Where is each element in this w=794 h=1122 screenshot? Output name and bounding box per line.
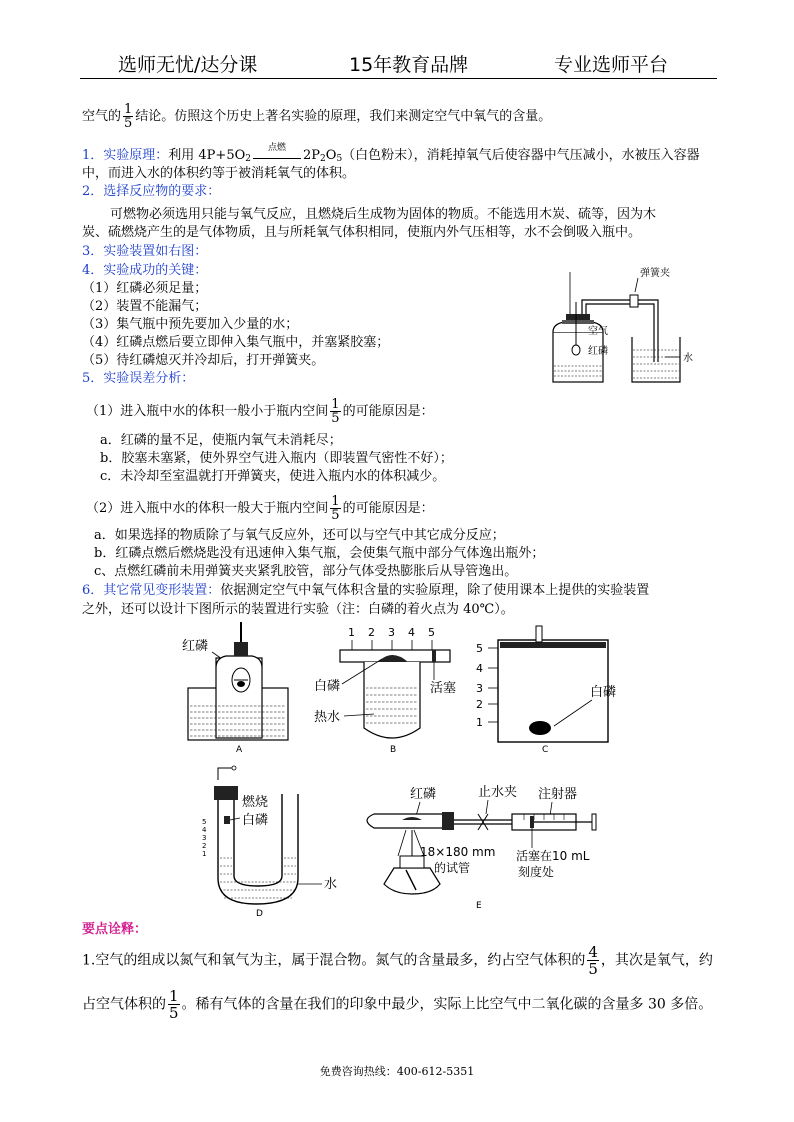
clip-label: 弹簧夹	[640, 268, 670, 279]
main-apparatus-figure	[540, 262, 715, 387]
error-question-1: （1）进入瓶中水的体积一般小于瓶内空间 $\frac{1}{5}$ 的可能原因是：	[86, 397, 434, 426]
figure-d	[200, 760, 360, 918]
svg-text:2: 2	[202, 842, 207, 850]
fig-c-tick: 5	[476, 642, 483, 655]
list-item: a．如果选择的物质除了与氧气反应外，还可以与空气中其它成分反应；	[94, 528, 505, 543]
fig-b-water-label: 热水	[314, 710, 341, 725]
fig-e-p-label: 红磷	[410, 787, 437, 802]
section-2-line-1: 可燃物必须选用只能与氧气反应，且燃烧后生成物为固体的物质。不能选用木炭、硫等，因为木	[110, 207, 657, 222]
fig-a-label: 红磷	[182, 639, 209, 654]
fig-b-p-label: 白磷	[314, 679, 341, 694]
list-item: （1）红磷必须足量；	[82, 281, 208, 296]
list-item: c．未冷却至室温就打开弹簧夹，使进入瓶内水的体积减少。	[100, 469, 446, 484]
fig-c-tick: 2	[476, 698, 483, 711]
section-6-line-1: 6．其它常见变形装置：依据测定空气中氧气体积含量的实验原理，除了使用课本上提供的实验装置	[82, 583, 650, 598]
red-phosphorus-label: 红磷	[588, 346, 608, 357]
fig-e-syringe-label: 注射器	[538, 787, 578, 802]
fig-e-tube-size: 18×180 mm	[420, 845, 496, 859]
fig-e-clip-label: 止水夹	[478, 785, 518, 800]
svg-text:1: 1	[202, 850, 207, 858]
fig-d-p-label: 白磷	[242, 813, 269, 828]
header-divider	[80, 78, 717, 79]
key-point-line-2: 占空气体积的 $\frac{1}{5}$ 。稀有气体的含量在我们的印象中最少，实际上比空气中二氧化碳的含量多 30 多倍。	[82, 987, 713, 1022]
key-point-line-1: 1.空气的组成以氮气和氧气为主，属于混合物。氮气的含量最多，约占空气体积的 $\frac{4}{5}$ ，其次是氧气，约	[82, 943, 713, 978]
section-3-heading: 3．实验装置如右图：	[82, 244, 208, 259]
section-1-line-2: 中，而进入水的体积约等于被消耗氧气的体积。	[82, 166, 356, 181]
list-item: b．红磷点燃后燃烧匙没有迅速伸入集气瓶，会使集气瓶中部分气体逸出瓶外；	[94, 546, 545, 561]
fig-e-plug-label-2: 刻度处	[518, 865, 555, 879]
figure-a	[182, 618, 294, 754]
fig-e-tube-label: 的试管	[434, 861, 471, 875]
figure-c	[472, 622, 622, 754]
section-1-heading: 1．实验原理：	[82, 148, 169, 163]
fig-b-tick: 1	[348, 626, 355, 639]
water-label: 水	[683, 353, 693, 364]
fig-c-tick: 1	[476, 716, 483, 729]
fig-b-tick: 3	[388, 626, 395, 639]
fig-d-tag: D	[256, 909, 263, 918]
fig-b-plug-label: 活塞	[430, 681, 457, 696]
fig-c-tick: 3	[476, 682, 483, 695]
fig-c-p-label: 白磷	[590, 685, 617, 700]
fig-b-tick: 5	[428, 626, 435, 639]
header-left: 选师无忧/达分课	[118, 54, 258, 76]
fig-e-plug-label: 活塞在10 mL	[516, 849, 590, 863]
list-item: a．红磷的量不足，使瓶内氧气未消耗尽；	[100, 433, 342, 448]
fig-e-tag: E	[476, 901, 482, 910]
list-item: （5）待红磷熄灭并冷却后，打开弹簧夹。	[82, 353, 325, 368]
section-6-heading: 6．其它常见变形装置：	[82, 583, 221, 598]
fig-d-water-label: 水	[324, 877, 338, 892]
svg-text:3: 3	[202, 834, 207, 842]
section-6-line-2: 之外，还可以设计下图所示的装置进行实验（注：白磷的着火点为 40℃）。	[82, 602, 514, 617]
intro-line: 空气的 $\frac{1}{5}$ 结论。仿照这个历史上著名实验的原理，我们来测定空气中氧气的含量。	[82, 102, 552, 131]
air-label: 空气	[588, 326, 608, 337]
section-1-line-1: 1．实验原理：利用 $4P+5O_2$ 点燃 $2P_2O_5$（白色粉末），消耗掉氧气后使容器中气压减小，水被压入容器	[82, 143, 700, 164]
fig-b-tick: 2	[368, 626, 375, 639]
fig-d-burn-label: 燃烧	[242, 795, 269, 810]
figure-b	[312, 624, 462, 754]
svg-text:5: 5	[202, 818, 207, 826]
fig-b-tag: B	[390, 745, 397, 754]
error-question-2: （2）进入瓶中水的体积一般大于瓶内空间 $\frac{1}{5}$ 的可能原因是：	[86, 494, 434, 523]
list-item: （4）红磷点燃后要立即伸入集气瓶中，并塞紧胶塞；	[82, 335, 390, 350]
list-item: b．胶塞未塞紧，使外界空气进入瓶内（即装置气密性不好）；	[100, 451, 453, 466]
fig-a-tag: A	[236, 745, 243, 754]
header-right: 专业选师平台	[554, 54, 669, 76]
footer-hotline: 免费咨询热线：400-612-5351	[319, 1065, 475, 1078]
list-item: c、点燃红磷前未用弹簧夹夹紧乳胶管，部分气体受热膨胀后从导管逸出。	[94, 564, 518, 579]
section-4-heading: 4．实验成功的关键：	[82, 263, 208, 278]
section-2-heading: 2．选择反应物的要求：	[82, 184, 221, 199]
header-center: 15年教育品牌	[349, 54, 469, 76]
section-5-heading: 5．实验误差分析：	[82, 371, 195, 386]
section-2-line-2: 炭、硫燃烧产生的是气体物质，且与所耗氧气体积相同，使瓶内外气压相等，水不会倒吸入瓶中。	[82, 225, 642, 240]
fig-b-tick: 4	[408, 626, 415, 639]
list-item: （3）集气瓶中预先要加入少量的水；	[82, 317, 299, 332]
key-points-title: 要点诠释：	[82, 922, 148, 937]
list-item: （2）装置不能漏气；	[82, 299, 208, 314]
fig-c-tick: 4	[476, 662, 483, 675]
svg-text:4: 4	[202, 826, 207, 834]
figure-e	[354, 780, 614, 910]
fig-c-tag: C	[542, 745, 549, 754]
